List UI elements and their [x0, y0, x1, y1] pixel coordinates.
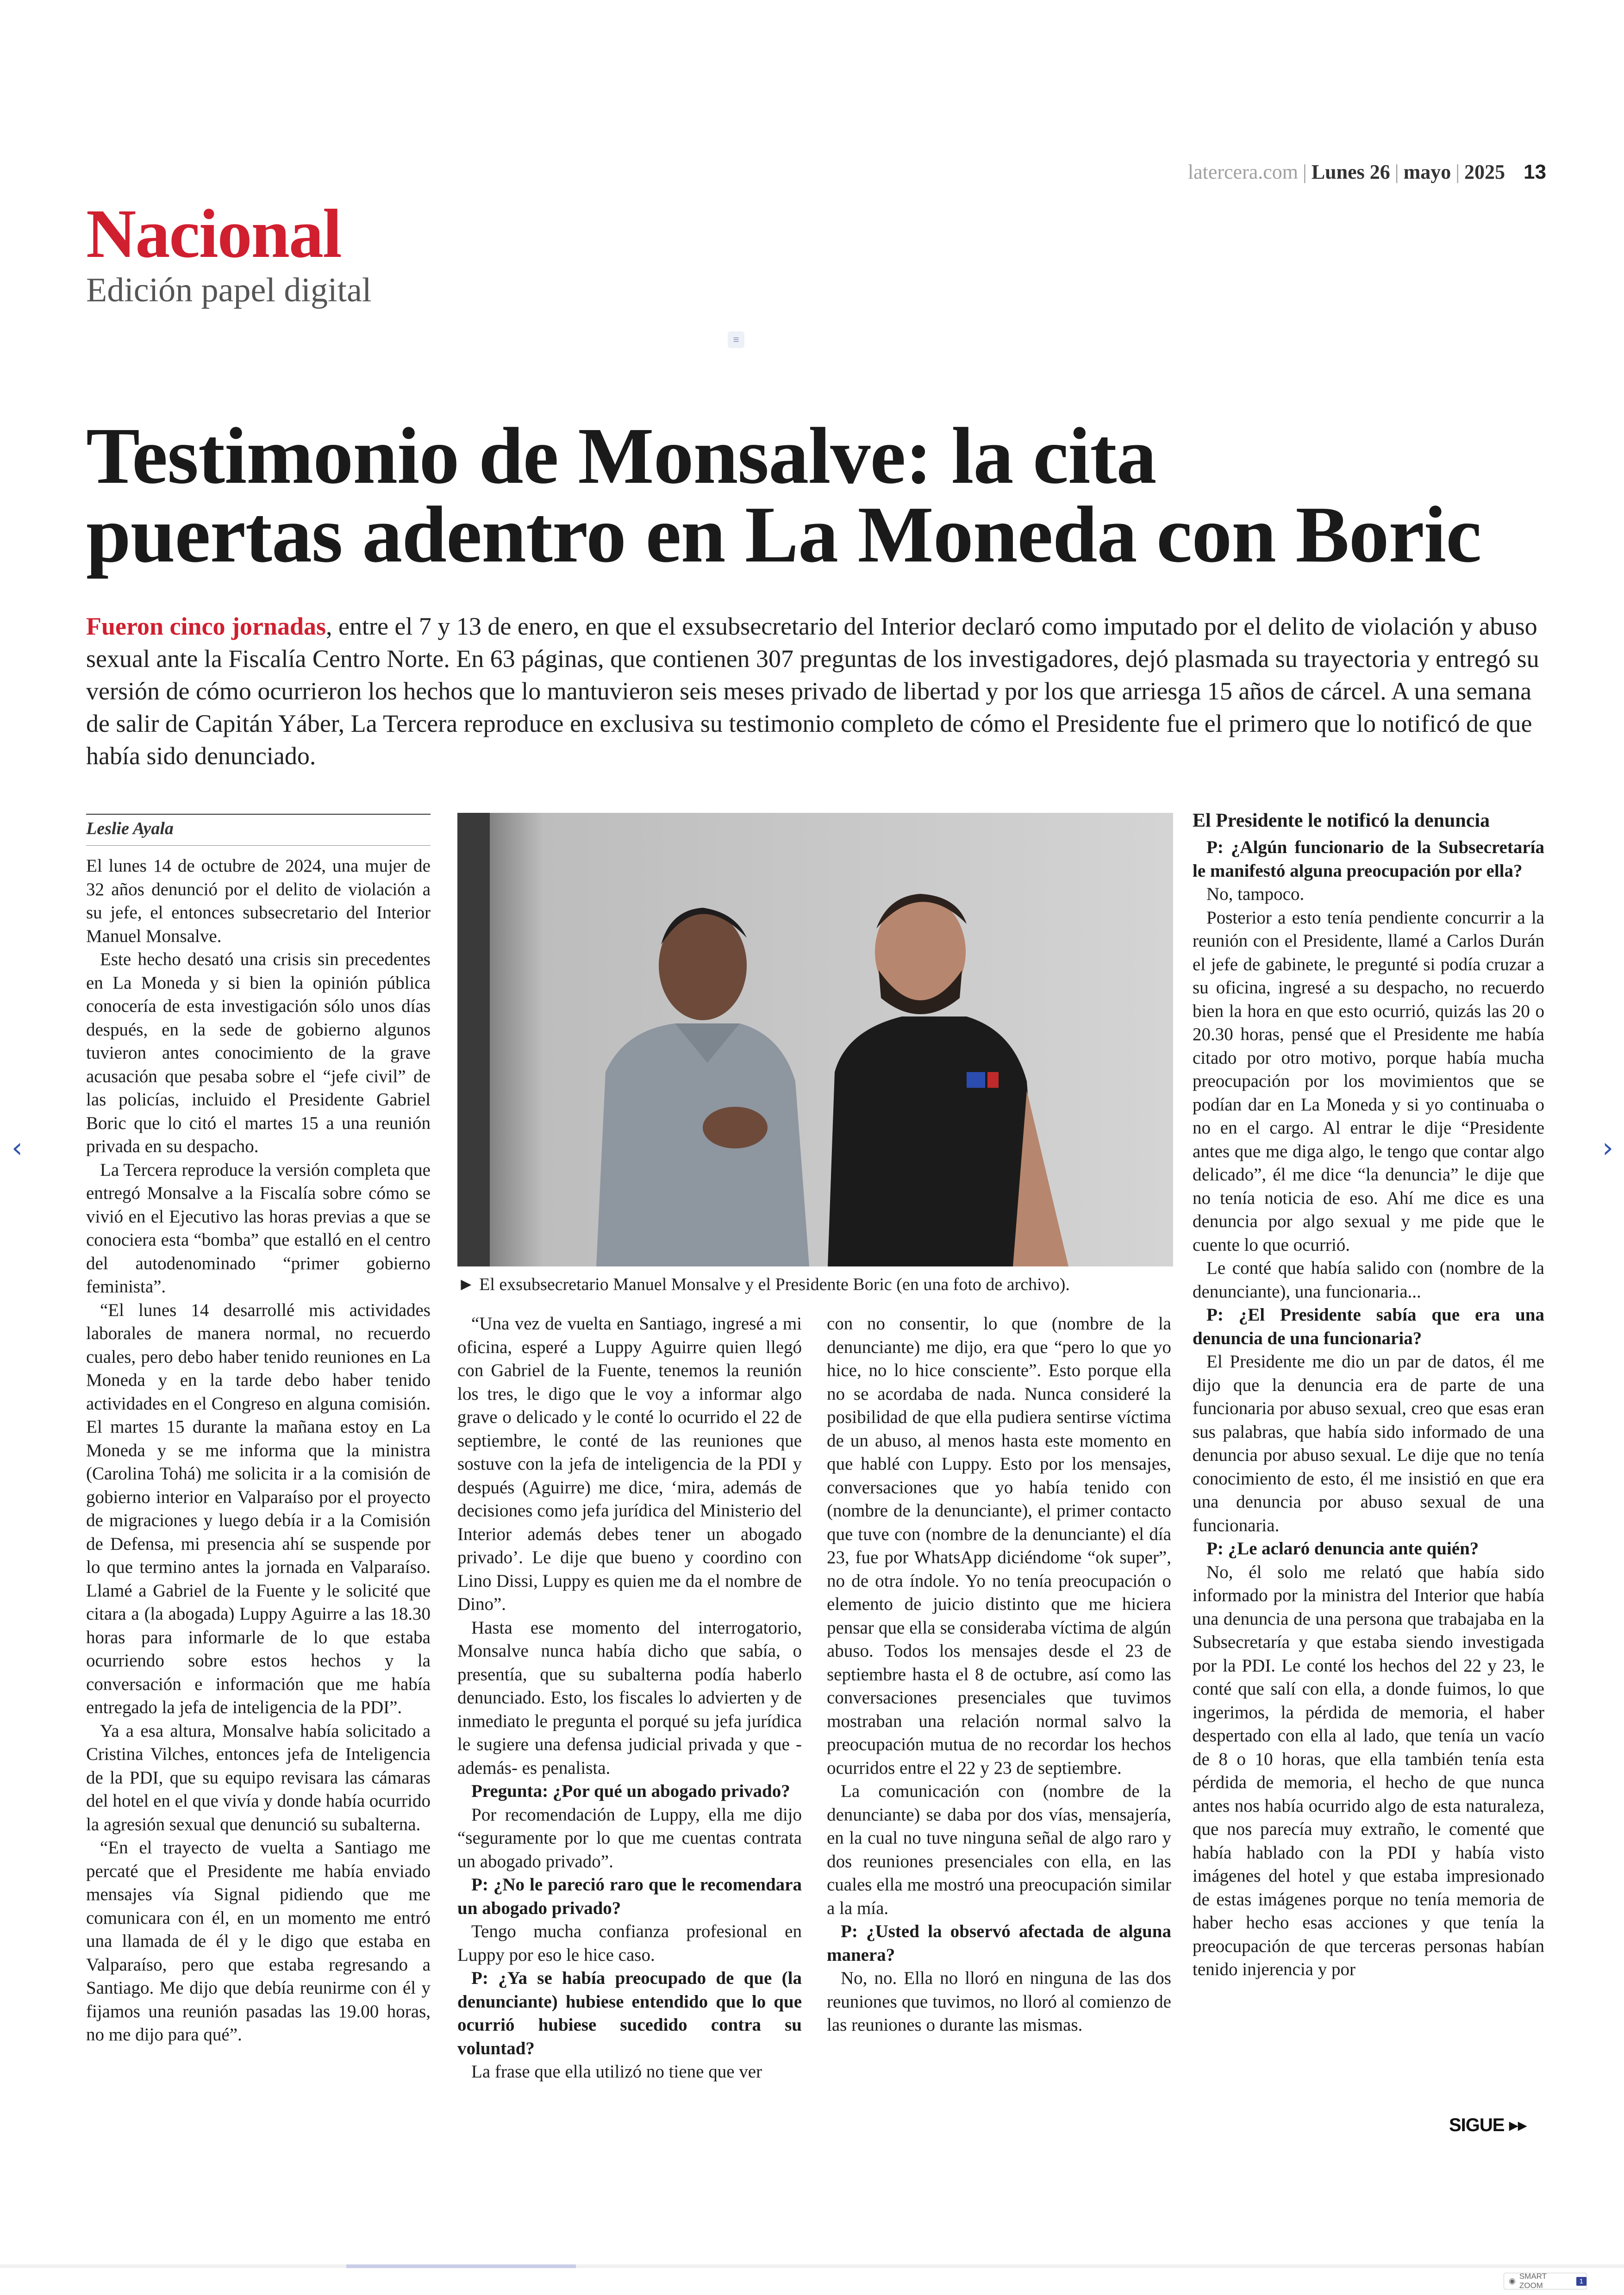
smart-zoom-label: SMART ZOOM — [1519, 2272, 1547, 2290]
question-label: P: — [1206, 1305, 1224, 1325]
byline-rule-bottom — [86, 845, 431, 846]
article-column-2 — [457, 1312, 802, 2084]
chevron-right-icon[interactable]: › — [1602, 1132, 1613, 1164]
smart-zoom-control[interactable] — [1504, 2273, 1587, 2289]
column-paragraph: Por recomendación de Luppy, ella me dijo “seguramente por lo que me cuentas contrata un abogado privado”. — [457, 1804, 802, 1871]
question-label: Pregunta: — [471, 1781, 549, 1801]
article-lead — [86, 610, 1544, 772]
interview-question — [1193, 1537, 1544, 1561]
column-paragraph: con no consentir, lo que (nombre de la denunciante) me dijo, era que “pero lo que yo hice, no lo hice consciente”. Esto porque ella no se acordaba de nada. Nunca consideré la posibilidad de que ella pudiera sentirse víctima de un abuso, al menos hasta este momento en que hablé con Luppy. Esto por los mensajes, conversaciones que yo había tenido con (nombre de la denunciante), el primer contacto que tuve con (nombre de la denunciante) el día 23, fue por WhatsApp diciéndome “ok super”, no de otra índole. Yo no tenía preocupación o elemento de juicio distinto que me hiciera pensar que ella se consideraba víctima de algún abuso. Todos los mensajes desde el 23 de septiembre hasta el 8 de octubre, así como las conversaciones presenciales que tuvimos mostraban una relación normal salvo la preocupación mutua de no recordar los hechos ocurridos entre el 22 y 23 de septiembre. — [827, 1314, 1171, 1778]
date-year: 2025 — [1464, 161, 1505, 183]
lead-start: Fueron cinco jornadas — [86, 612, 326, 640]
lead-rest: , entre el 7 y 13 de enero, en que el exsubsecretario del Interior declaró como imputado por el delito de violación y abuso sexual ante la Fiscalía Centro Norte. En 63 páginas, que contienen 307 preguntas de los investigadores, dejó plasmada su trayectoria y entregó su versión de cómo ocurrieron los hechos que lo mantuvieron seis meses privado de libertad y por los que arriesga 15 años de cárcel. A una semana de salir de Capitán Yáber, La Tercera reproduce en exclusiva su testimonio completo de cómo el Presidente fue el primero que lo notificó de que había sido denunciado. — [86, 612, 1539, 770]
question-label: P: — [841, 1921, 858, 1941]
header-meta: latercera.com | Lunes 26 | mayo | 2025 13 — [1187, 161, 1546, 183]
page-number: 13 — [1524, 161, 1546, 183]
question-text: ¿El Presidente sabía que era una denuncia de una funcionaria? — [1193, 1305, 1544, 1348]
question-text: ¿Por qué un abogado privado? — [548, 1781, 790, 1801]
column-paragraph: La comunicación con (nombre de la denunciante) se daba por dos vías, mensajería, en la cual no tuve ninguna señal de algo raro y dos reuniones presenciales con ella, en las cuales ella me mostró una preocupación similar a la mía. — [827, 1781, 1171, 1918]
interview-question — [1193, 1303, 1544, 1350]
question-label: P: — [471, 1875, 488, 1895]
column-paragraph: Hasta ese momento del interrogatorio, Monsalve nunca había dicho que sabía, o presentía, que su subalterna podía haberlo denunciado. Esto, los fiscales lo advierten y de inmediato le pregunta el porqué su jefa jurídica le sugiere una defensa judicial privada y que -además- es penalista. — [457, 1617, 802, 1778]
article-headline — [86, 411, 1549, 579]
section-subtitle: Edición papel digital — [86, 271, 372, 309]
column-1-paragraph: Ya a esa altura, Monsalve había solicitado a Cristina Vilches, entonces jefa de Inteligencia de la PDI, que su equipo revisara las cámaras del hotel en el que vivía y donde había ocurrido la agresión sexual que denunció su subalterna. — [86, 1721, 431, 1834]
headline-line-2: puertas adentro en La Moneda con Boric — [86, 490, 1481, 579]
question-label: P: — [471, 1968, 488, 1988]
column-paragraph: No, él solo me relató que había sido informado por la ministra del Interior que había una denuncia de una persona que trabajaba en la Subsecretaría y que estaba siendo investigada por la PDI. Le conté los hechos del 22 y 23, le conté que salí con ella, a donde fuimos, lo que ingerimos, la pérdida de memoria, el haber despertado con ella al lado, que tenía un vacío de 8 o 10 horas, que ella también tenía esta pérdida de memoria, el hecho de que nunca antes nos había ocurrido algo de esta naturaleza, que nos parecía muy extraño, le comenté que había hablado con la PDI y había visto imágenes del hotel y que estaba impresionado de estas imágenes porque no tenía memoria de haber hecho esas acciones y que tenía la preocupación de que terceras personas habían tenido injerencia y por — [1193, 1562, 1544, 1979]
smart-zoom-badge: 1 — [1576, 2277, 1587, 2286]
question-text: ¿Usted la observó afectada de alguna manera? — [827, 1921, 1171, 1965]
byline-rule — [86, 814, 431, 815]
article-photo — [457, 813, 1173, 1266]
column-paragraph: No, no. Ella no lloró en ninguna de las dos reuniones que tuvimos, no lloró al comienzo de las reuniones o durante las mismas. — [827, 1968, 1171, 2035]
scroll-progress-track[interactable] — [0, 2264, 1624, 2268]
interview-question — [457, 1967, 802, 2060]
interview-question — [457, 1780, 802, 1803]
column-1-paragraph: “El lunes 14 desarrollé mis actividades laborales de manera normal, no recuerdo cuales, pero debo haber tenido reuniones en La Moneda y en la tarde debo haber tenido actividades en el Congreso en alguna comisión. El martes 15 durante la mañana estoy en La Moneda y se me informa que la ministra (Carolina Tohá) me solicita ir a la comisión de gobierno interior en Valparaíso por el proyecto de migraciones y luego debía ir a la Comisión de Defensa, mi presencia ahí se suspende por lo que termino antes la jornada en Valparaíso. Llamé a Gabriel de la Fuente y le solicité que citara a (la abogada) Luppy Aguirre a las 18.30 horas para informarle de lo que estaba ocurriendo sobre estos hechos y la conversación e información que me había entregado la jefa de inteligencia de la PDI”. — [86, 1300, 431, 1717]
interview-question — [1193, 836, 1544, 883]
question-text: ¿Algún funcionario de la Subsecretaría le manifestó alguna preocupación por ella? — [1193, 837, 1544, 881]
column-1-paragraph: “En el trayecto de vuelta a Santiago me percaté que el Presidente me había enviado mensajes vía Signal pidiendo que me comunicara con él, en un momento me entró una llamada de él y le digo que estaba en Valparaíso, pero que estaba regresando a Santiago. Me dijo que debía reunirme con él y fijamos una reunión pasadas las 19.00 horas, no me dijo para qué”. — [86, 1838, 431, 2045]
column-paragraph: El Presidente me dio un par de datos, él me dijo que la denuncia era de parte de una funcionaria por abuso sexual, creo que esas eran sus palabras, que había sido informado de una denuncia por abuso sexual. Le dije que no tenía conocimiento de esto, él me insistió en que era una denuncia por abuso sexual de una funcionaria. — [1193, 1352, 1544, 1535]
question-text: ¿Le aclaró denuncia ante quién? — [1223, 1539, 1479, 1559]
question-label: P: — [1206, 1539, 1224, 1559]
interview-question — [457, 1873, 802, 1920]
date-day: Lunes 26 — [1311, 161, 1390, 183]
column-paragraph: La frase que ella utilizó no tiene que ver — [471, 2062, 762, 2082]
question-text: ¿No le pareció raro que le recomendara un abogado privado? — [457, 1875, 802, 1918]
headline-line-1: Testimonio de Monsalve: la cita — [86, 411, 1156, 500]
column-paragraph: No, tampoco. — [1206, 884, 1305, 904]
column-1-paragraph: El lunes 14 de octubre de 2024, una mujer de 32 años denunció por el delito de violación a su jefe, el entonces subsecretario del Interior Manuel Monsalve. — [86, 856, 431, 946]
scroll-progress-fill[interactable] — [346, 2264, 576, 2268]
column-paragraph: Tengo mucha confianza profesional en Luppy por eso le hice caso. — [457, 1921, 802, 1965]
site-name: latercera.com — [1187, 161, 1298, 183]
continue-label[interactable]: SIGUE ▸▸ — [1449, 2115, 1527, 2135]
column-paragraph: Le conté que había salido con (nombre de la denunciante), una funcionaria... — [1193, 1258, 1544, 1302]
chevron-left-icon[interactable]: ‹ — [12, 1132, 23, 1164]
question-text: ¿Ya se había preocupado de que (la denunciante) hubiese entendido que lo que ocurrió hubiese sucedido contra su voluntad? — [457, 1968, 802, 2058]
column-1-paragraph: La Tercera reproduce la versión completa que entregó Monsalve a la Fiscalía sobre cómo se vivió en el Ejecutivo las horas previas a que se conociera esta “bomba” que estalló en el centro del autodenominado “primer gobierno feminista”. — [86, 1160, 431, 1297]
column-4-subhead: El Presidente le notificó la denuncia — [1193, 810, 1490, 831]
column-paragraph: “Una vez de vuelta en Santiago, ingresé a mi oficina, esperé a Luppy Aguirre quien llegó con Gabriel de la Fuente, tenemos la reunión los tres, le digo que le voy a informar algo grave o delicado y le conté lo ocurrido el 22 de septiembre, le conté de las reuniones que sostuve con la jefa de inteligencia de la PDI y después (Aguirre) me dice, ‘mira, además de decisiones como jefa jurídica del Ministerio del Interior además debes tener un abogado privado’. Le dije que bueno y coordino con Lino Dissi, Luppy es quien me da el nombre de Dino”. — [457, 1314, 802, 1614]
photo-illustration — [457, 813, 1173, 1266]
section-title: Nacional — [86, 195, 341, 272]
photo-caption: ► El exsubsecretario Manuel Monsalve y el Presidente Boric (en una foto de archivo). — [457, 1275, 1070, 1294]
page-marker-icon[interactable]: ≡ — [728, 331, 744, 348]
question-label: P: — [1206, 837, 1224, 857]
article-column-4 — [1193, 836, 1544, 1982]
article-column-1 — [86, 854, 431, 2047]
column-1-paragraph: Este hecho desató una crisis sin precedentes en La Moneda y si bien la opinión pública conocería de esta investigación sólo unos días después, en la sede de gobierno algunos tuvieron antes conocimiento de la grave acusación que pesaba sobre el “jefe civil” de las policías, incluido el Presidente Gabriel Boric que lo citó el martes 15 a una reunión privada en su despacho. — [86, 949, 431, 1156]
article-column-3 — [827, 1312, 1171, 2037]
eye-icon: ◉ — [1509, 2276, 1516, 2285]
date-month: mayo — [1403, 161, 1451, 183]
byline: Leslie Ayala — [86, 819, 174, 838]
column-paragraph: Posterior a esto tenía pendiente concurrir a la reunión con el Presidente, llamé a Carlos Durán el jefe de gabinete, le pregunté si podía cruzar a su oficina, ingresé a su despacho, no recuerdo bien la hora en que esto ocurrió, quizás las 20 o 20.30 horas, pensé que el Presidente me había citado por otro motivo, porque había mucha preocupación por los movimientos que se podían dar en La Moneda y si yo continuaba o no en el cargo. Al entrar le dije “Presidente antes que me diga algo, le tengo que contar algo delicado”, él me dice “la denuncia” le dije que no tenía noticia de eso. Ahí me dice es una denuncia por algo sexual y me pide que le cuente lo que ocurrió. — [1193, 907, 1544, 1255]
interview-question — [827, 1920, 1171, 1967]
